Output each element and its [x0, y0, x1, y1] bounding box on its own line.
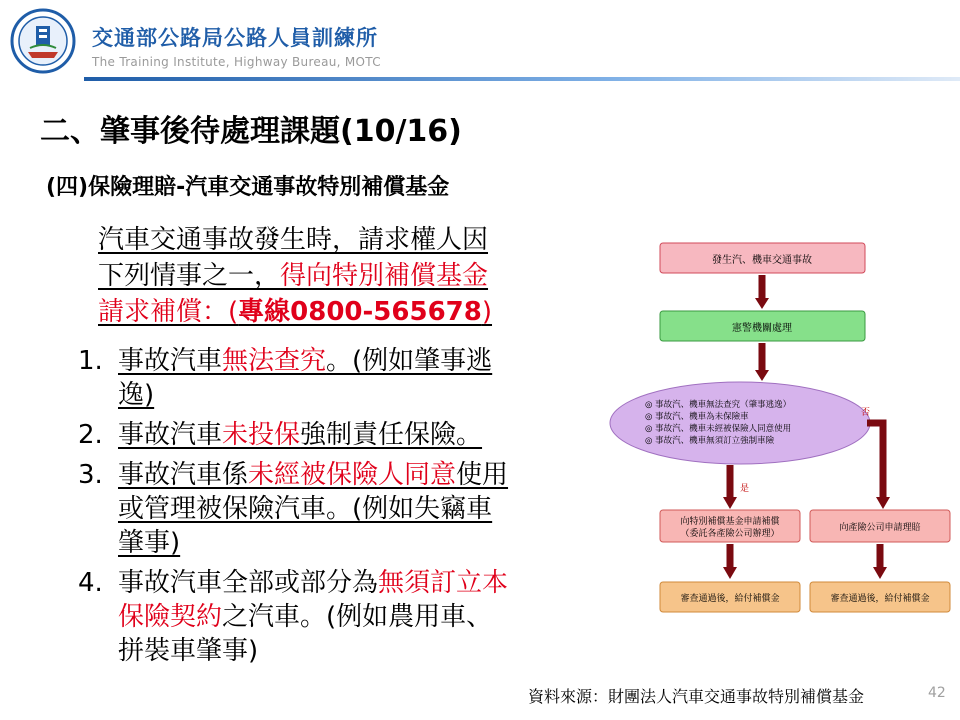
flow-box-fund-line1: 向特別補償基金申請補償 — [680, 517, 780, 527]
list-item-text: 事故汽車無法查究。(例如肇事逃 逸) — [118, 346, 493, 410]
flow-box-fund-line2: （委託各產險公司辦理） — [680, 529, 780, 539]
flow-box-police-text: 憲警機關處理 — [732, 323, 792, 334]
slide-subtitle: (四)保險理賠-汽車交通事故特別補償基金 — [46, 175, 450, 200]
intro-line-3-red: 請求補償：( — [98, 297, 239, 327]
hotline-number: 專線0800-565678 — [238, 297, 482, 327]
list-item — [78, 344, 608, 412]
flow-condition-ellipse — [610, 382, 870, 464]
intro-line-3-end: ) — [481, 297, 493, 327]
flow-result-fund-text: 審查通過後，給付補償金 — [680, 594, 780, 604]
list-item-number: 1. — [78, 346, 103, 376]
flow-box-accident-text: 發生汽、機車交通事故 — [712, 255, 812, 266]
flow-condition-3: ◎ 事故汽、機車未經被保險人同意使用 — [645, 424, 792, 434]
intro-line-1: 汽車交通事故發生時，請求權人因 — [98, 225, 489, 255]
institute-name-en: The Training Institute, Highway Bureau, MOTC — [92, 55, 381, 69]
slide-title: 二、肇事後待處理課題(10/16) — [40, 114, 462, 149]
list-item — [78, 418, 608, 452]
list-item — [78, 458, 608, 560]
intro-line-2-red: 得向特別補償基金 — [280, 261, 489, 291]
intro-line-3 — [98, 294, 598, 330]
conditions-list — [78, 344, 608, 674]
header — [0, 0, 960, 84]
flow-condition-4: ◎ 事故汽、機車無須訂立強制車險 — [645, 436, 775, 446]
source-citation: 資料來源：財團法人汽車交通事故特別補償基金 — [528, 687, 865, 706]
institute-name-zh: 交通部公路局公路人員訓練所 — [92, 26, 378, 50]
list-item-text: 事故汽車未投保強制責任保險。 — [118, 420, 483, 450]
institute-logo — [10, 8, 76, 74]
page-number: 42 — [928, 685, 946, 701]
compensation-flowchart — [605, 235, 955, 620]
intro-line-2 — [98, 258, 598, 294]
flow-box-insurer-text: 向產險公司申請理賠 — [839, 523, 921, 533]
flow-label-yes: 是 — [740, 484, 750, 494]
list-item-number: 4. — [78, 568, 103, 598]
list-item-text: 事故汽車全部或部分為無須訂立本 保險契約之汽車。(例如農用車、 拼裝車肇事) — [118, 568, 509, 666]
list-item — [78, 566, 608, 668]
flow-condition-1: ◎ 事故汽、機車無法查究（肇事逃逸） — [645, 400, 792, 410]
header-divider — [84, 77, 960, 81]
list-item-text: 事故汽車係未經被保險人同意使用 或管理被保險汽車。(例如失竊車 肇事) — [118, 460, 509, 558]
flow-label-no: 否 — [861, 408, 871, 418]
intro-line-2-black: 下列情事之一， — [98, 261, 281, 291]
flow-condition-2: ◎ 事故汽、機車為未保險車 — [645, 412, 749, 422]
intro-paragraph — [98, 222, 598, 330]
list-item-number: 2. — [78, 420, 103, 450]
flow-result-insurer-text: 審查通過後，給付補償金 — [830, 594, 930, 604]
list-item-number: 3. — [78, 460, 103, 490]
flow-arrow-no — [867, 423, 883, 500]
